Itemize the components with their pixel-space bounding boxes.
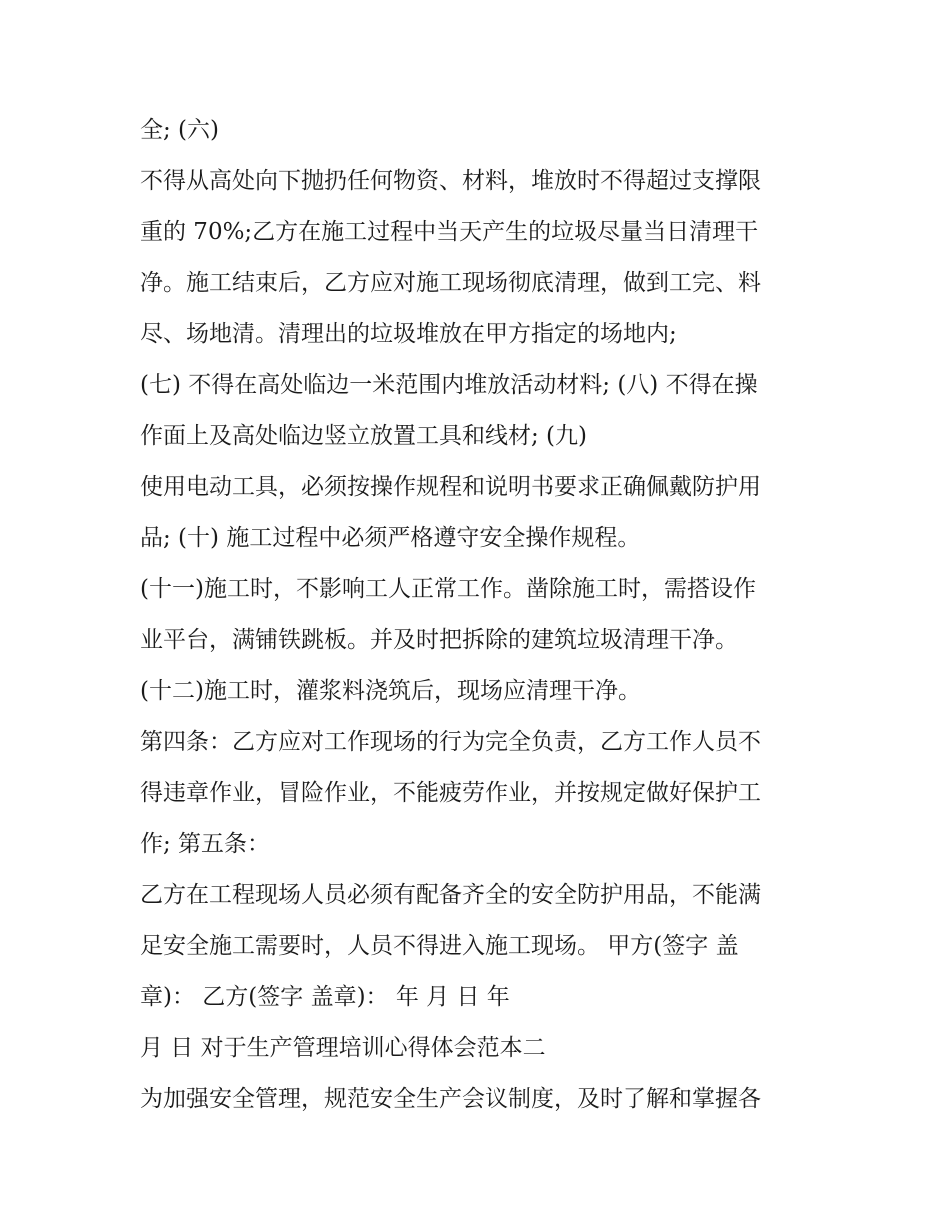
text-line: 章)： 乙方(签字 盖章)： 年 月 日 年: [140, 984, 510, 1010]
text-line: (十二)施工时，灌浆料浇筑后，现场应清理干净。: [140, 678, 641, 704]
text-line: 重的 70%;乙方在施工过程中当天产生的垃圾尽量当日清理干: [140, 219, 759, 245]
text-line: 净。施工结束后，乙方应对施工现场彻底清理，做到工完、料: [140, 270, 761, 296]
text-line: (十一)施工时，不影响工人正常工作。凿除施工时，需搭设作: [140, 576, 756, 602]
document-body: [140, 105, 830, 1125]
text-line: 作; 第五条：: [140, 831, 271, 857]
text-line: 品; (十) 施工过程中必须严格遵守安全操作规程。: [140, 525, 641, 551]
text-line: 作面上及高处临边竖立放置工具和线材; (九): [140, 423, 588, 449]
text-line: 乙方在工程现场人员必须有配备齐全的安全防护用品，不能满: [140, 882, 761, 908]
text-line: 使用电动工具，必须按操作规程和说明书要求正确佩戴防护用: [140, 474, 761, 500]
text-line: 为加强安全管理，规范安全生产会议制度，及时了解和掌握各: [140, 1086, 761, 1112]
text-line: 尽、场地清。清理出的垃圾堆放在甲方指定的场地内;: [140, 321, 677, 347]
text-line: 月 日 对于生产管理培训心得体会范本二: [140, 1035, 546, 1061]
text-line: 得违章作业，冒险作业，不能疲劳作业，并按规定做好保护工: [140, 780, 761, 806]
text-line: 业平台，满铺铁跳板。并及时把拆除的建筑垃圾清理干净。: [140, 627, 738, 653]
text-line: 第四条：乙方应对工作现场的行为完全负责，乙方工作人员不: [140, 729, 761, 755]
text-line: 不得从高处向下抛扔任何物资、材料，堆放时不得超过支撑限: [140, 168, 761, 194]
text-line: (七) 不得在高处临边一米范围内堆放活动材料; (八) 不得在操: [140, 372, 758, 398]
text-line: 足安全施工需要时，人员不得进入施工现场。 甲方(签字 盖: [140, 933, 739, 959]
text-line: 全; (六): [140, 117, 220, 143]
